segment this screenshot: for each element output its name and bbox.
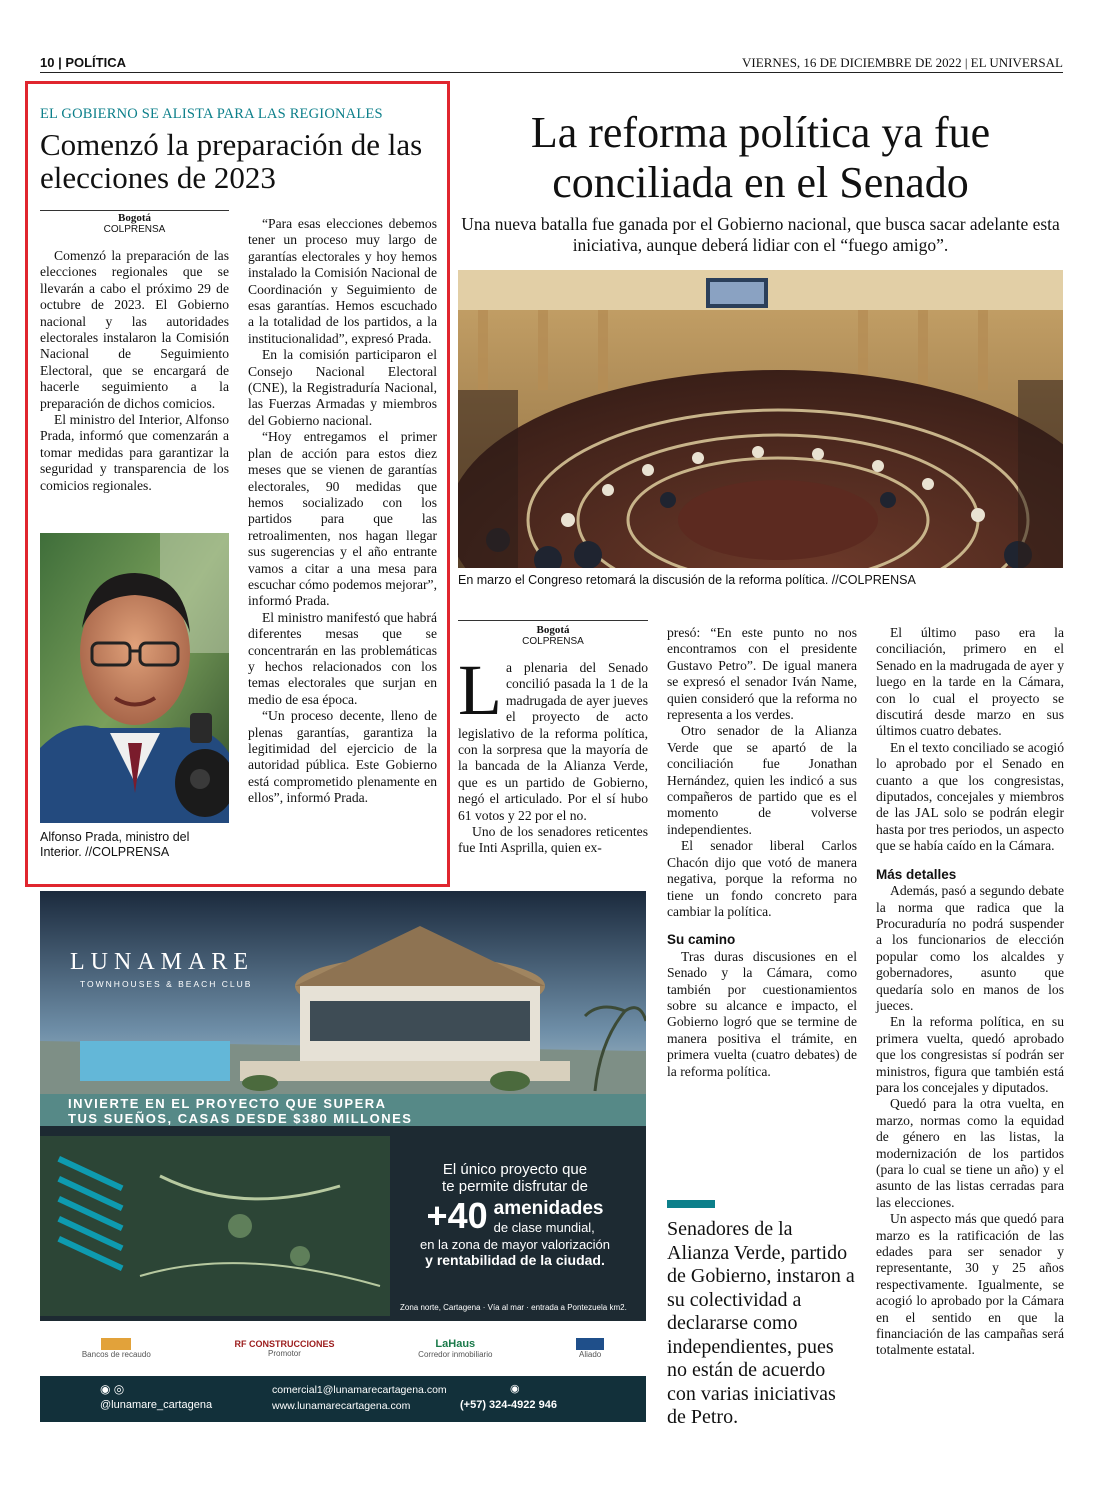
ad-promo-line2: te permite disfrutar de bbox=[442, 1178, 588, 1195]
ad-location: Zona norte, Cartagena · Vía al mar · entrada a Pontezuela km2. bbox=[400, 1303, 627, 1312]
partner-role: Bancos de recaudo bbox=[81, 1350, 151, 1359]
left-col2 bbox=[248, 216, 437, 807]
main-col3 bbox=[876, 625, 1064, 1359]
left-headline: Comenzó la preparación de las elecciones de 2023 bbox=[40, 127, 423, 195]
paragraph: presó: “En este punto no nos encontramos con el presidente Gustavo Petro”. De igual manera se expresó el senador Iván Name, quien consideró que la reforma no representa a los verdes. bbox=[667, 625, 857, 723]
paragraph: Un aspecto más que quedó para marzo es la ratificación de las edades para ser senador y representante, 30 y 25 años respectivamente. Igualmente, se acogió lo aprobado por la Cámara en el sentido en que la financiación de las campañas será totalmente estatal. bbox=[876, 1211, 1064, 1358]
paragraph: a plenaria del Senado concilió pasada la 1 de la madrugada de ayer jueves el proyecto de acto legislativo de la reforma política, con la sorpresa que la mayoría de la bancada de la Alianza Verde, que es un partido de Gobierno, negó el articulado. Por el sí hubo 61 votos y 22 por el no. bbox=[458, 660, 648, 823]
partner-role: Promotor bbox=[268, 1349, 301, 1358]
header-rule bbox=[40, 72, 1063, 73]
paragraph: En la comisión participaron el Consejo Nacional Electoral (CNE), la Registraduría Nacional, las Fuerzas Armadas y miembros del Gobierno nacional. bbox=[248, 347, 437, 428]
ad-promo-zona: en la zona de mayor valorización bbox=[419, 1237, 611, 1252]
left-byline-rule bbox=[40, 210, 229, 211]
paragraph: Tras duras discusiones en el Senado y la Cámara, como también por cuestionamientos sobre su alcance e impacto, el Gobierno logró que se termine de manera positiva el trámite, en primera vuelta (cuatro debates) de la reforma política. bbox=[667, 948, 857, 1079]
partner-role: Aliado bbox=[578, 1350, 602, 1359]
lunamare-ad[interactable] bbox=[40, 891, 646, 1422]
ally-logo bbox=[576, 1338, 604, 1350]
partner-item bbox=[418, 1338, 492, 1359]
drop-cap: L bbox=[458, 650, 502, 730]
ad-partners bbox=[40, 1321, 646, 1376]
left-byline-city: Bogotá bbox=[118, 212, 151, 224]
subhead-mas-detalles: Más detalles bbox=[876, 866, 957, 882]
ad-banner-line1: INVIERTE EN EL PROYECTO QUE SUPERA bbox=[68, 1096, 387, 1111]
ad-web[interactable]: www.lunamarecartagena.com bbox=[272, 1400, 411, 1412]
partner-item bbox=[576, 1338, 604, 1359]
ad-promo-line1: El único proyecto que bbox=[442, 1161, 588, 1178]
minister-photo-caption: Alfonso Prada, ministro del Interior. //COLPRENSA bbox=[40, 830, 190, 859]
paragraph: El ministro manifestó que habrá diferentes mesas que se concentrarán en las problemáticas y hechos relacionados con los temas electorales que surjan en medio de esa época. bbox=[248, 609, 437, 707]
ad-banner bbox=[40, 1094, 646, 1126]
page-section-label: 10 | POLÍTICA bbox=[40, 55, 126, 70]
paragraph: El último paso era la conciliación, primero en el Senado en la madrugada de ayer y luego en la tarde en la Cámara, con lo cual el proyecto se discutirá desde marzo en sus últimos cuatro debates. bbox=[876, 625, 1064, 739]
minister-photo bbox=[40, 533, 229, 823]
paragraph: “Un proceso decente, lleno de plenas garantías, garantiza la legitimidad del ejercicio de la autoridad pública. Este Gobierno está comprometido plenamente en ellos”, informó Prada. bbox=[248, 708, 437, 806]
ad-brand-sub: TOWNHOUSES & BEACH CLUB bbox=[80, 979, 253, 989]
paragraph: En el texto conciliado se acogió lo aprobado por el Senado en cuanto a que los congresistas, diputados, concejales y miembros de las JAL solo se podrán elegir hasta por tres periodos, un aspecto que se había caído en la Cámara. bbox=[876, 739, 1064, 854]
ad-promo-amenidades: amenidades bbox=[493, 1197, 604, 1219]
pullquote: Senadores de la Alianza Verde, partido de Gobierno, instaron a su colectividad a declararse como independientes, pues no están de acuerdo con varias iniciativas de Petro. bbox=[667, 1218, 855, 1428]
ad-banner-line2: TUS SUEÑOS, CASAS DESDE $380 MILLONES bbox=[68, 1111, 413, 1126]
social-icons[interactable]: ◉ ◎ bbox=[100, 1382, 125, 1396]
subhead-su-camino: Su camino bbox=[667, 932, 736, 948]
paragraph: Otro senador de la Alianza Verde que se apartó de la conciliación fue Jonathan Hernández, quien les indicó a sus compañeros de partido que es el momento de volverse independientes. bbox=[667, 723, 857, 837]
master-plan bbox=[40, 1136, 390, 1316]
ad-social[interactable]: @lunamare_cartagena bbox=[100, 1399, 213, 1411]
paragraph: Además, pasó a segundo debate la norma que radica que la Procuraduría no podrá suspender a los funcionarios de elección popular como los alcaldes y gobernadores, asunto que quedaría solo en manos de los jueces. bbox=[876, 883, 1064, 1013]
ad-email[interactable]: comercial1@lunamarecartagena.com bbox=[272, 1384, 447, 1396]
paragraph: Uno de los senadores reticentes fue Inti Asprilla, quien ex- bbox=[458, 824, 648, 856]
main-col1 bbox=[458, 650, 648, 857]
paragraph: En la reforma política, en su primera vuelta, quedó aprobado que los congresistas sí podrán ser ministros, figura que también está para los concejales y diputados. bbox=[876, 1014, 1064, 1095]
ad-phone[interactable]: (+57) 324-4922 946 bbox=[460, 1399, 557, 1411]
main-byline-rule bbox=[458, 620, 648, 621]
resort-render bbox=[40, 891, 646, 1126]
paragraph: Quedó para la otra vuelta, en marzo, normas como la equidad de género en las listas, la modernización de los partidos (para lo cual se tiene un año) y el asunto de las listas cerradas para las elecciones. bbox=[876, 1096, 1064, 1210]
left-byline bbox=[40, 212, 229, 235]
ad-promo-clase: de clase mundial, bbox=[493, 1219, 595, 1235]
paragraph: El ministro del Interior, Alfonso Prada, informó que comenzarán a tomar medidas para garantizar la seguridad y transparencia de los comicios regionales. bbox=[40, 412, 229, 493]
whatsapp-icon: ◉ bbox=[510, 1383, 520, 1395]
main-headline: La reforma política ya fue conciliada en el Senado bbox=[530, 108, 991, 207]
ad-contact-bar bbox=[40, 1376, 646, 1422]
main-byline-city: Bogotá bbox=[536, 624, 570, 636]
paragraph: “Para esas elecciones debemos tener un proceso muy largo de garantías electorales y hoy hemos instalado la Comisión Nacional de Coordinación y Seguimiento de esas garantías. Hemos escuchado a la totalidad de los partidos, a la institucionalidad”, expresó Prada. bbox=[248, 216, 437, 346]
partner-name: RF CONSTRUCCIONES bbox=[234, 1339, 335, 1349]
ad-brand: LUNAMARE bbox=[70, 949, 254, 975]
left-byline-agency: COLPRENSA bbox=[103, 224, 166, 235]
partner-item bbox=[82, 1338, 151, 1359]
partner-role: Corredor inmobiliario bbox=[418, 1350, 493, 1359]
date-and-paper: VIERNES, 16 DE DICIEMBRE DE 2022 | EL UNIVERSAL bbox=[742, 55, 1063, 70]
ad-promo-rent: y rentabilidad de la ciudad. bbox=[425, 1252, 605, 1268]
main-byline bbox=[458, 624, 648, 647]
ad-promo bbox=[395, 1161, 635, 1321]
paragraph: El senador liberal Carlos Chacón dijo que votó de manera negativa, porque la reforma no tiene un fondo concreto para cambiar la política. bbox=[667, 838, 857, 919]
partner-name: LaHaus bbox=[435, 1338, 476, 1350]
bank-logo bbox=[101, 1338, 131, 1350]
partner-item bbox=[234, 1339, 334, 1358]
ad-promo-big: +40 bbox=[426, 1195, 488, 1236]
congress-photo-caption: En marzo el Congreso retomará la discusión de la reforma política. //COLPRENSA bbox=[458, 573, 916, 587]
paragraph: Comenzó la preparación de las elecciones regionales que se llevarán a cabo el próximo 29 de octubre de 2023. El Gobierno nacional y las autoridades electorales instalaron la Comisión Nacional de Seguimiento Electoral, que se encargará de hacerle seguimiento a la preparación de dichos comicios. bbox=[40, 248, 229, 411]
pullquote-accent-bar bbox=[667, 1200, 715, 1208]
paragraph: “Hoy entregamos el primer plan de acción para estos diez meses que se vienen de garantías electorales, 90 medidas que hemos socializado con los partidos para que las retroalimenten, nos hagan llegar sus sugerencias y el año entrante vamos a citar a una mesa para escuchar cómo podemos mejorar”, informó Prada. bbox=[248, 429, 437, 609]
congress-photo bbox=[458, 270, 1063, 568]
main-deck: Una nueva batalla fue ganada por el Gobierno nacional, que busca sacar adelante esta iniciativa, aunque deberá lidiar con el “fuego amigo”. bbox=[461, 214, 1060, 255]
main-col2 bbox=[667, 625, 857, 1080]
main-byline-agency: COLPRENSA bbox=[522, 636, 584, 647]
left-kicker: EL GOBIERNO SE ALISTA PARA LAS REGIONALES bbox=[40, 106, 383, 122]
left-col1 bbox=[40, 248, 229, 494]
